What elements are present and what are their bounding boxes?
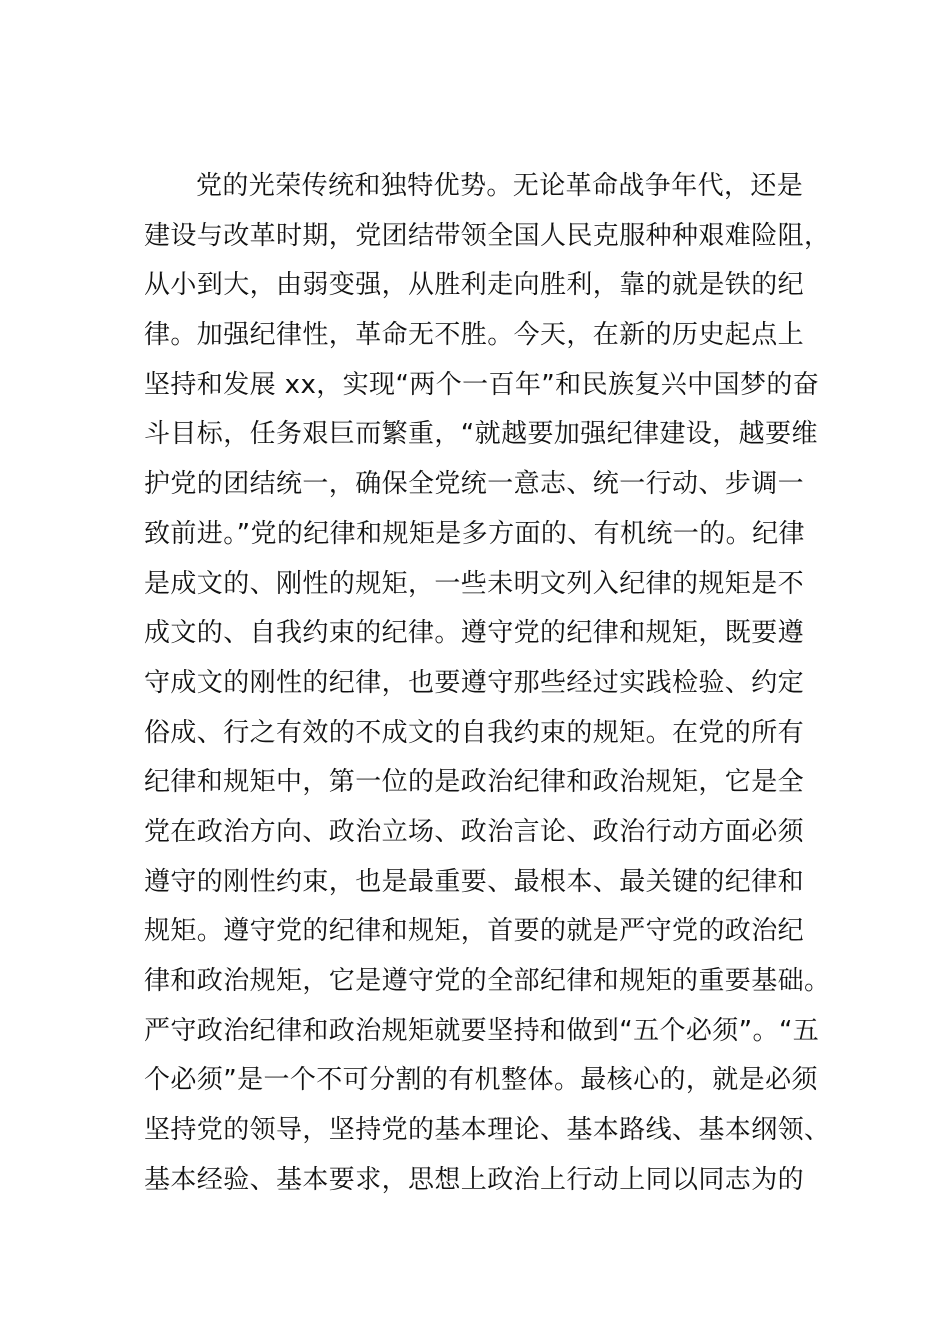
- text-line: 党的光荣传统和独特优势。无论革命战争年代，还是: [196, 171, 804, 201]
- text-line: 律。加强纪律性，革命无不胜。今天，在新的历史起点上: [144, 320, 805, 351]
- text-line: 党在政治方向、政治立场、政治言论、政治行动方面必须: [144, 816, 805, 847]
- text-line: 斗目标，任务艰巨而繁重，“就越要加强纪律建设，越要维: [144, 419, 818, 450]
- text-line: 是成文的、刚性的规矩，一些未明文列入纪律的规矩是不: [144, 568, 805, 599]
- text-line: 建设与改革时期，党团结带领全国人民克服种种艰难险阻，: [144, 220, 831, 251]
- text-line: 遵守的刚性约束，也是最重要、最根本、最关键的纪律和: [144, 866, 805, 897]
- text-line: 规矩。遵守党的纪律和规矩，首要的就是严守党的政治纪: [144, 916, 805, 947]
- text-line: 律和政治规矩，它是遵守党的全部纪律和规矩的重要基础。: [144, 966, 831, 996]
- text-line: 守成文的刚性的纪律，也要遵守那些经过实践检验、约定: [144, 667, 805, 698]
- text-line: 从小到大，由弱变强，从胜利走向胜利，靠的就是铁的纪: [144, 270, 805, 301]
- text-line: 基本经验、基本要求，思想上政治上行动上同以同志为的: [144, 1164, 805, 1195]
- text-line: 坚持和发展 xx，实现“两个一百年”和民族复兴中国梦的奋: [144, 369, 820, 400]
- text-line: 严守政治纪律和政治规矩就要坚持和做到“五个必须”。“五: [144, 1015, 820, 1046]
- body-paragraph: [144, 162, 831, 1205]
- text-line: 护党的团结统一，确保全党统一意志、统一行动、步调一: [144, 469, 805, 500]
- text-line: 坚持党的领导，坚持党的基本理论、基本路线、基本纲领、: [144, 1115, 831, 1146]
- text-line: 俗成、行之有效的不成文的自我约束的规矩。在党的所有: [144, 717, 805, 748]
- text-line: 纪律和规矩中，第一位的是政治纪律和政治规矩，它是全: [144, 767, 805, 798]
- text-line: 个必须”是一个不可分割的有机整体。最核心的，就是必须: [144, 1065, 818, 1096]
- text-line: 成文的、自我约束的纪律。遵守党的纪律和规矩，既要遵: [144, 618, 805, 649]
- text-line: 致前进。”党的纪律和规矩是多方面的、有机统一的。纪律: [144, 518, 805, 549]
